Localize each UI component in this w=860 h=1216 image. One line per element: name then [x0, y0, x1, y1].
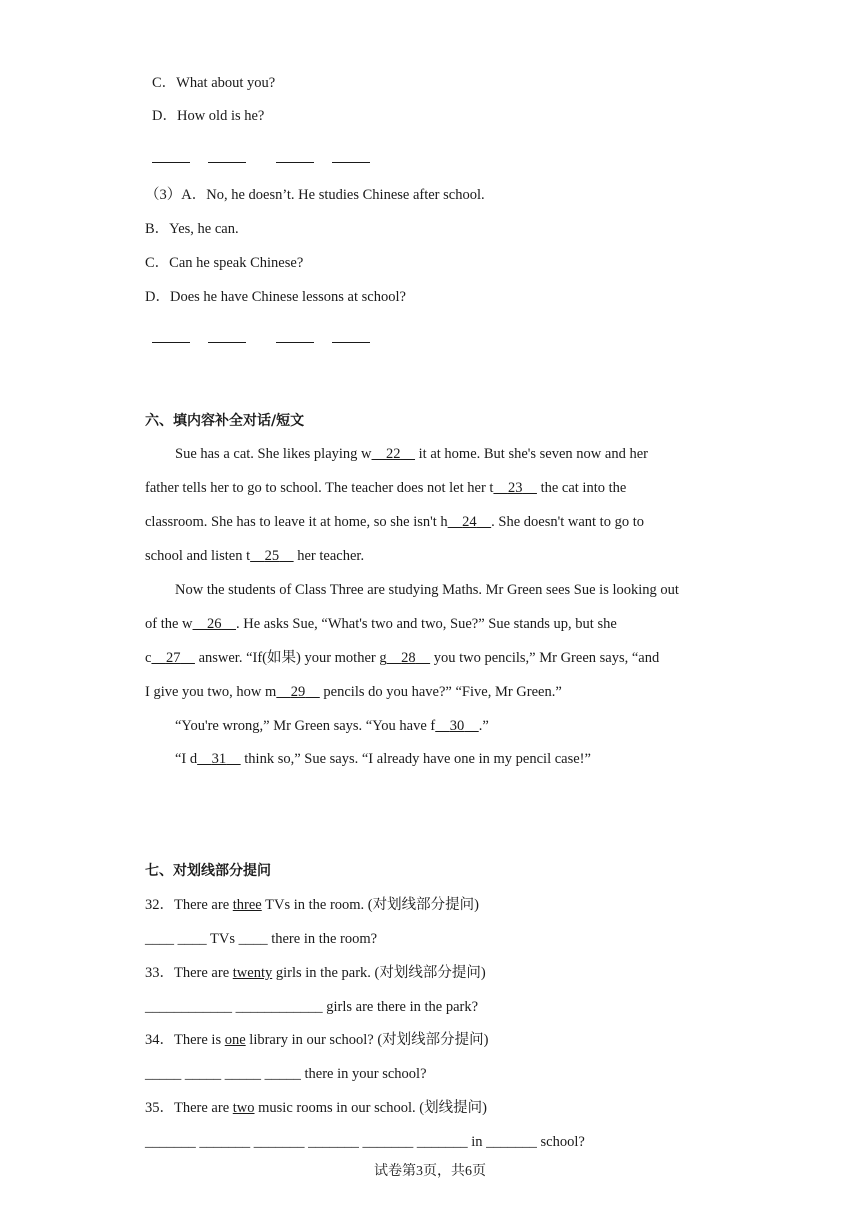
- q2-answer-blanks[interactable]: [152, 148, 388, 168]
- passage-line-2: father tells her to go to school. The teacher does not let her t 23 the cat into the: [145, 480, 627, 496]
- blank-25[interactable]: 25: [264, 548, 280, 564]
- q2-option-d: D．How old is he?: [152, 108, 265, 124]
- passage-line-1: Sue has a cat. She likes playing w 22 it at home. But she's seven now and her: [175, 446, 648, 462]
- answer-34[interactable]: _____ _____ _____ _____ there in your school?: [145, 1066, 427, 1082]
- answer-35[interactable]: _______ _______ _______ _______ _______ _______ in _______ school?: [145, 1134, 585, 1150]
- blank-28[interactable]: 28: [401, 650, 416, 666]
- question-34: 34．There is one library in our school? (对划线部分提问): [145, 1032, 489, 1048]
- blank-31[interactable]: 31: [211, 751, 227, 767]
- underlined-word: twenty: [232, 965, 273, 981]
- question-33: 33．There are twenty girls in the park. (对划线部分提问): [145, 965, 486, 981]
- underlined-word: one: [224, 1032, 246, 1048]
- q3-option-b: B．Yes, he can.: [145, 221, 239, 237]
- question-35: 35．There are two music rooms in our school. (划线提问): [145, 1100, 487, 1116]
- blank-26[interactable]: 26: [207, 616, 222, 632]
- underlined-word: three: [232, 897, 262, 913]
- passage-line-10: “I d 31 think so,” Sue says. “I already have one in my pencil case!”: [175, 751, 591, 767]
- answer-33[interactable]: ____________ ____________ girls are there in the park?: [145, 999, 479, 1015]
- blank-30[interactable]: 30: [449, 718, 465, 734]
- q2-option-c: C．What about you?: [152, 75, 276, 91]
- blank-22[interactable]: 22: [386, 446, 401, 462]
- blank-23[interactable]: 23: [507, 480, 523, 496]
- page-footer: 试卷第3页，共6页: [374, 1164, 486, 1179]
- blank-24[interactable]: 24: [462, 514, 477, 530]
- passage-line-9: “You're wrong,” Mr Green says. “You have f 30 .”: [175, 718, 489, 734]
- q3-option-d: D．Does he have Chinese lessons at school?: [145, 289, 406, 305]
- blank-29[interactable]: 29: [290, 684, 306, 700]
- q3-option-a: （3）A．No, he doesn’t. He studies Chinese after school.: [145, 187, 485, 203]
- passage-line-6: of the w 26 . He asks Sue, “What's two and two, Sue?” Sue stands up, but she: [145, 616, 617, 632]
- passage-line-8: I give you two, how m 29 pencils do you have?” “Five, Mr Green.”: [145, 684, 562, 700]
- blank-27[interactable]: 27: [165, 650, 181, 666]
- q3-answer-blanks[interactable]: [152, 328, 388, 348]
- passage-line-7: c 27 answer. “If(如果) your mother g 28 you two pencils,” Mr Green says, “and: [145, 650, 660, 666]
- passage-line-5: Now the students of Class Three are studying Maths. Mr Green sees Sue is looking out: [175, 582, 679, 598]
- section6-title: 六、填内容补全对话/短文: [145, 413, 305, 429]
- answer-32[interactable]: ____ ____ TVs ____ there in the room?: [145, 931, 378, 947]
- section7-title: 七、对划线部分提问: [145, 863, 271, 879]
- q3-option-c: C．Can he speak Chinese?: [145, 255, 304, 271]
- passage-line-3: classroom. She has to leave it at home, so she isn't h 24 . She doesn't want to go to: [145, 514, 644, 530]
- underlined-word: two: [232, 1100, 255, 1116]
- question-32: 32．There are three TVs in the room. (对划线部分提问): [145, 897, 479, 913]
- passage-line-4: school and listen t 25 her teacher.: [145, 548, 365, 564]
